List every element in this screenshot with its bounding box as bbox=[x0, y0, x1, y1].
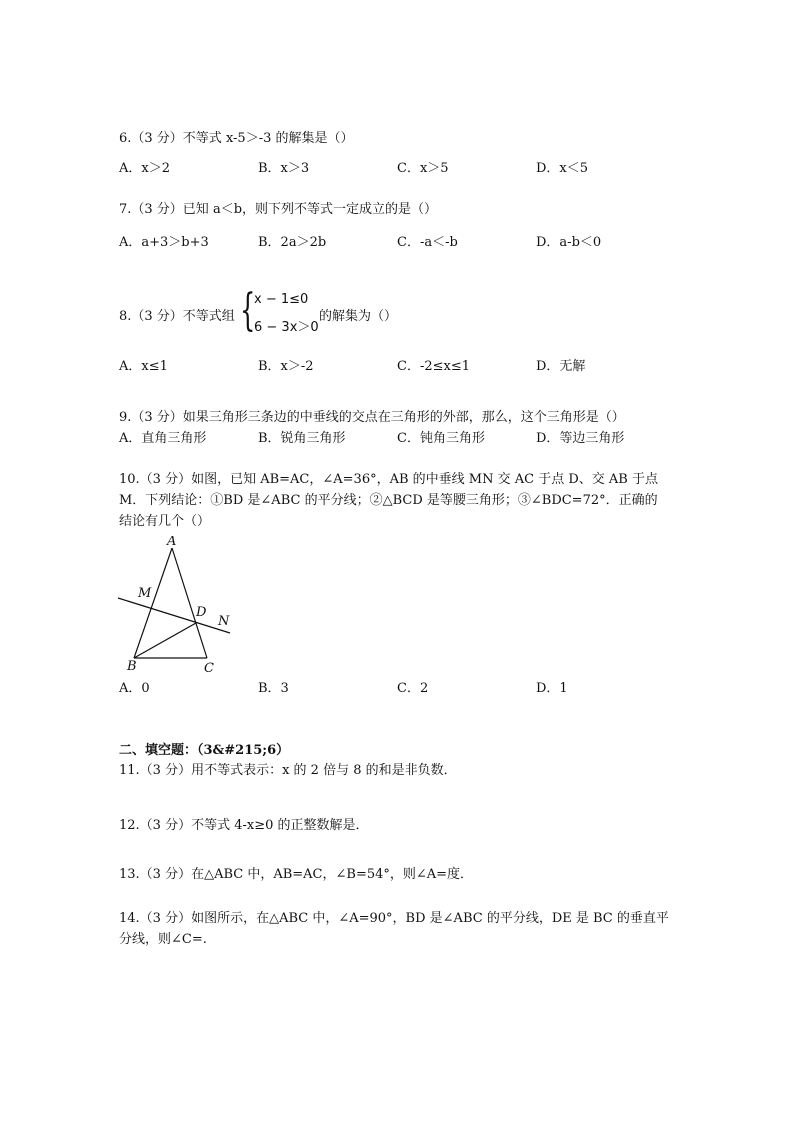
line-mn bbox=[118, 598, 230, 633]
label-n: N bbox=[218, 614, 230, 629]
q10-stem-line-1: 10.（3 分）如图，已知 AB=AC，∠A=36°，AB 的中垂线 MN 交 AC 于点 D、交 AB 于点 bbox=[119, 472, 658, 487]
q6-option-a: A．x＞2 bbox=[119, 161, 170, 176]
q6-option-d: D．x＜5 bbox=[536, 161, 589, 176]
label-d: D bbox=[196, 605, 207, 620]
q9-option-a: A．直角三角形 bbox=[119, 431, 207, 446]
q8-inequality-1: x − 1≤0 bbox=[254, 292, 309, 307]
label-c: C bbox=[204, 661, 214, 676]
q10-option-a: A．0 bbox=[119, 681, 150, 696]
q8-option-c: C．-2≤x≤1 bbox=[397, 359, 470, 374]
q10-stem-line-2: M．下列结论：①BD 是∠ABC 的平分线；②△BCD 是等腰三角形；③∠BDC=72°．正确的 bbox=[119, 493, 658, 508]
q8-suffix: 的解集为（） bbox=[319, 309, 398, 324]
q10-stem-line-3: 结论有几个（） bbox=[119, 514, 211, 529]
section-2-heading: 二、填空题：（3&#215;6） bbox=[119, 743, 290, 758]
q8-option-b: B．x＞-2 bbox=[258, 359, 314, 374]
q11-stem: 11.（3 分）用不等式表示：x 的 2 倍与 8 的和是非负数． bbox=[119, 763, 457, 778]
q8-brace: { bbox=[240, 285, 256, 336]
q7-option-d: D．a-b＜0 bbox=[536, 235, 602, 250]
q6-option-c: C．x＞5 bbox=[397, 161, 449, 176]
q7-option-a: A．a+3＞b+3 bbox=[119, 235, 209, 250]
q8-inequality-2: 6 − 3x＞0 bbox=[254, 320, 319, 335]
q10-option-b: B．3 bbox=[258, 681, 289, 696]
q9-stem: 9.（3 分）如果三角形三条边的中垂线的交点在三角形的外部，那么，这个三角形是（） bbox=[119, 410, 625, 425]
label-m: M bbox=[138, 586, 152, 601]
q8-option-a: A．x≤1 bbox=[119, 359, 168, 374]
q12-stem: 12.（3 分）不等式 4-x≥0 的正整数解是． bbox=[119, 818, 369, 833]
q14-stem-line-2: 分线，则∠C=. bbox=[119, 932, 207, 947]
side-ac bbox=[172, 548, 207, 658]
label-a: A bbox=[167, 536, 177, 549]
q10-triangle-figure bbox=[112, 536, 242, 678]
q10-option-d: D．1 bbox=[536, 681, 568, 696]
label-b: B bbox=[127, 659, 137, 674]
q6-option-b: B．x＞3 bbox=[258, 161, 310, 176]
q13-stem: 13.（3 分）在△ABC 中，AB=AC，∠B=54°，则∠A=度． bbox=[119, 867, 474, 882]
segment-bd bbox=[134, 623, 196, 658]
q7-stem: 7.（3 分）已知 a＜b，则下列不等式一定成立的是（） bbox=[119, 202, 438, 217]
q9-option-d: D．等边三角形 bbox=[536, 431, 625, 446]
q8-option-d: D．无解 bbox=[536, 359, 586, 374]
q7-option-c: C．-a＜-b bbox=[397, 235, 458, 250]
q9-option-b: B．锐角三角形 bbox=[258, 431, 346, 446]
q14-stem-line-1: 14.（3 分）如图所示，在△ABC 中，∠A=90°，BD 是∠ABC 的平分线，DE 是 BC 的垂直平 bbox=[119, 911, 669, 926]
q8-prefix: 8.（3 分）不等式组 bbox=[119, 309, 235, 324]
q6-stem: 6.（3 分）不等式 x-5＞-3 的解集是（） bbox=[119, 131, 354, 146]
q9-option-c: C．钝角三角形 bbox=[397, 431, 485, 446]
q10-option-c: C．2 bbox=[397, 681, 429, 696]
side-ab bbox=[134, 548, 172, 658]
q7-option-b: B．2a＞2b bbox=[258, 235, 327, 250]
